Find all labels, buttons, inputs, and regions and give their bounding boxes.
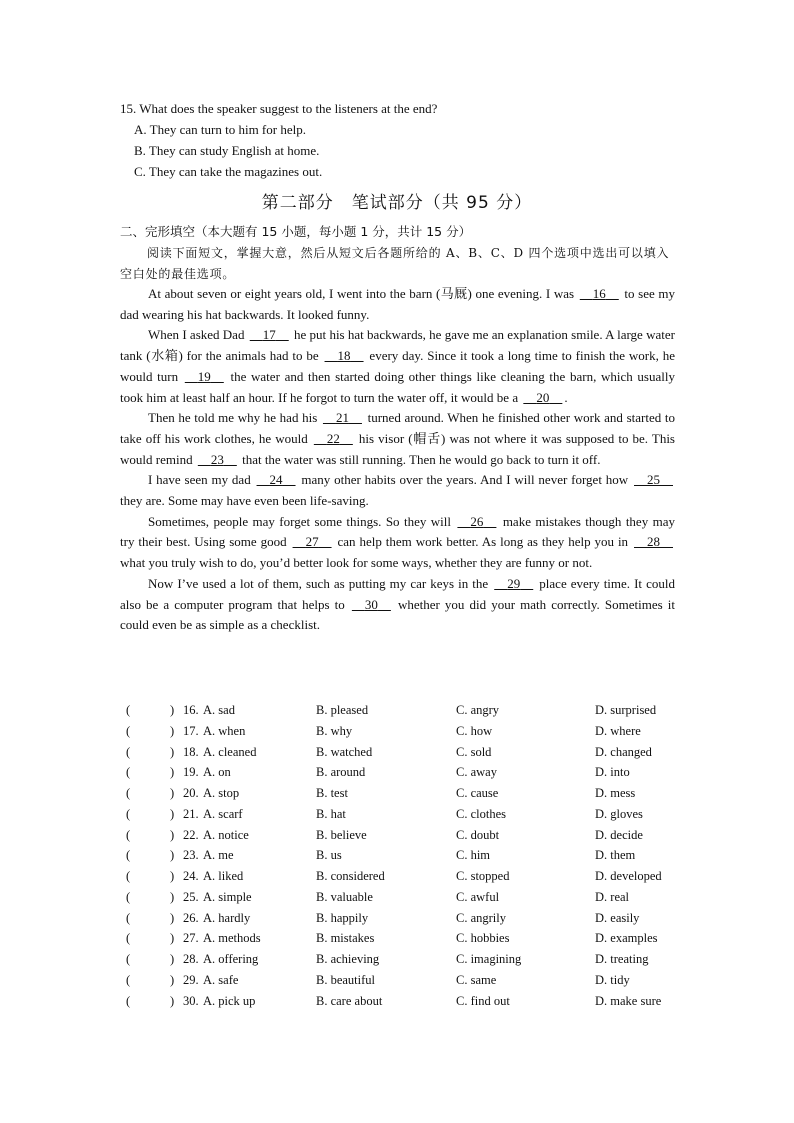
blank-19[interactable]: 19 [197,368,211,384]
option-c[interactable]: C. away [456,765,497,780]
option-d[interactable]: D. surprised [595,703,657,717]
option-b[interactable]: B. mistakes [316,931,375,946]
passage-paragraph: I have seen my dad 24 many other habits over the years. And I will never forget how 25 they are. Some may have even been life-saving. [120,470,675,511]
question-number: 16. [183,703,199,717]
option-row [120,804,680,825]
option-c[interactable]: C. him [456,848,491,863]
answer-paren-close: ) [170,931,175,946]
option-row [120,700,680,721]
question-number: 30. [183,993,199,1008]
passage-paragraph: Then he told me why he had his 21 turned around. When he finished other work and started to take off his work clothes, he would 22 his visor (帽舌) was not where it was supposed to be. This would remind 23 that the water was still running. Then he would go back to turn it off. [120,408,675,470]
blank-16[interactable]: 16 [592,286,606,301]
option-a[interactable]: A. when [203,723,246,738]
question-number: 28. [183,952,199,966]
answer-options-list [120,700,680,1011]
option-d[interactable]: D. gloves [595,806,643,821]
blank-29[interactable]: 29 [507,575,521,591]
option-row [120,825,680,846]
question-15 [120,98,437,182]
question-number: 24. [183,869,199,883]
option-c[interactable]: C. angry [456,703,500,717]
question-number: 22. [183,827,199,842]
blank-21[interactable]: 21 [335,410,349,426]
option-a[interactable]: A. offering [203,952,259,966]
option-d[interactable]: D. decide [595,827,643,842]
option-a[interactable]: A. on [203,765,231,780]
blank-26[interactable]: 26 [470,513,484,529]
answer-paren-open[interactable]: ( [126,806,131,821]
option-a[interactable]: A. hardly [203,910,251,925]
answer-paren-close: ) [170,889,175,904]
question-number: 25. [183,889,199,904]
question-15-option-a: A. They can turn to him for help. [134,122,306,137]
answer-paren-close: ) [170,703,175,717]
answer-paren-open[interactable]: ( [126,952,131,966]
option-d[interactable]: D. developed [595,869,662,883]
question-number: 19. [183,765,199,780]
option-b[interactable]: B. achieving [316,952,380,966]
question-number: 18. [183,744,199,759]
option-a[interactable]: A. safe [203,972,239,987]
question-number: 23. [183,848,199,863]
question-number: 26. [183,910,199,925]
option-c[interactable]: C. how [456,723,493,738]
answer-paren-close: ) [170,806,175,821]
option-b[interactable]: B. hat [316,806,346,821]
option-b[interactable]: B. why [316,723,353,738]
answer-paren-close: ) [170,765,175,780]
option-row [120,908,680,929]
option-d[interactable]: D. make sure [595,993,662,1008]
option-c[interactable]: C. imagining [456,952,522,966]
blank-28[interactable]: 28 [647,534,660,550]
answer-paren-open[interactable]: ( [126,765,131,780]
option-d[interactable]: D. tidy [595,972,630,987]
cloze-passage [120,284,675,636]
answer-paren-open[interactable]: ( [126,869,131,883]
blank-25[interactable]: 25 [647,472,660,488]
answer-paren-open[interactable]: ( [126,910,131,925]
question-15-option-b: B. They can study English at home. [134,143,320,158]
answer-paren-close: ) [170,723,175,738]
section-title: 第二部分 笔试部分（共 95 分） [261,193,533,213]
option-c[interactable]: C. same [456,972,497,987]
passage-paragraph: Now I’ve used a lot of them, such as putting my car keys in the 29 place every time. It could also be a computer program that helps to 30 whether you did your math correctly. Sometimes it could even be as simple as a checklist. [120,575,675,633]
option-a[interactable]: A. methods [203,931,261,946]
option-b[interactable]: B. around [316,765,366,780]
answer-paren-open[interactable]: ( [126,723,131,738]
option-a[interactable]: A. sad [203,703,235,717]
blank-17[interactable]: 17 [262,327,276,343]
option-c[interactable]: C. sold [456,744,492,759]
blank-20[interactable]: 20 [536,389,550,405]
option-a[interactable]: A. cleaned [203,744,257,759]
answer-paren-open[interactable]: ( [126,786,131,800]
blank-22[interactable]: 22 [326,430,340,446]
option-c[interactable]: C. clothes [456,806,506,821]
option-d[interactable]: D. mess [595,786,636,800]
answer-paren-close: ) [170,744,175,759]
question-number: 20. [183,786,199,800]
option-d[interactable]: D. easily [595,910,640,925]
option-a[interactable]: A. liked [203,869,244,883]
option-b[interactable]: B. happily [316,910,369,925]
option-d[interactable]: D. treating [595,952,649,966]
option-c[interactable]: C. hobbies [456,931,510,946]
answer-paren-close: ) [170,952,175,966]
question-number: 29. [183,972,199,987]
answer-paren-close: ) [170,827,175,842]
option-b[interactable]: B. us [316,848,342,863]
option-a[interactable]: A. me [203,848,234,863]
option-d[interactable]: D. into [595,765,630,780]
option-a[interactable]: A. scarf [203,806,243,821]
question-15-option-c: C. They can take the magazines out. [134,164,323,179]
option-c[interactable]: C. doubt [456,827,500,842]
option-d[interactable]: D. real [595,889,630,904]
option-c[interactable]: C. stopped [456,869,510,883]
option-d[interactable]: D. them [595,848,636,863]
passage-paragraph: Sometimes, people may forget some things. So they will 26 make mistakes though they may try their best. Using some good 27 can help them work better. As long as they help you in 28 what you truly wish to do, you’d better look for some ways, whether they are funny or not. [120,513,675,571]
option-a[interactable]: A. stop [203,786,240,800]
option-row [120,845,680,866]
option-c[interactable]: C. cause [456,786,499,800]
option-row [120,949,680,970]
option-row [120,928,680,949]
option-b[interactable]: B. care about [316,993,383,1008]
passage-paragraph: When I asked Dad 17 he put his hat backwards, he gave me an explanation smile. A large water tank (水箱) for the animals had to be 18 every day. Since it took a long time to finish the work, he would turn 19 the water and then started doing other things like cleaning the barn, which usually took him at least half an hour. If he forgot to turn the water off, it would be a 20 . [120,325,675,408]
answer-paren-close: ) [170,972,175,987]
option-b[interactable]: B. pleased [316,703,369,717]
option-row [120,721,680,742]
option-c[interactable]: C. awful [456,889,500,904]
option-row [120,866,680,887]
answer-paren-close: ) [170,910,175,925]
option-a[interactable]: A. notice [203,827,249,842]
option-row [120,970,680,991]
answer-paren-close: ) [170,993,175,1008]
option-row [120,762,680,783]
option-d[interactable]: D. where [595,723,641,738]
option-row [120,887,680,908]
answer-paren-open[interactable]: ( [126,848,131,863]
option-d[interactable]: D. changed [595,744,652,759]
instructions: 阅读下面短文，掌握大意，然后从短文后各题所给的 A、B、C、D 四个选项中选出可以填入空白处的最佳选项。 [120,246,670,281]
answer-paren-open[interactable]: ( [126,703,131,717]
blank-18[interactable]: 18 [337,348,351,364]
passage-paragraph: At about seven or eight years old, I went into the barn (马厩) one evening. I was 16 to see my dad wearing his hat backwards. It looked funny. [120,286,675,322]
option-b[interactable]: B. watched [316,744,373,759]
option-a[interactable]: A. simple [203,889,252,904]
option-c[interactable]: C. find out [456,993,510,1008]
answer-paren-close: ) [170,848,175,863]
blank-24[interactable]: 24 [269,472,283,488]
question-number: 17. [183,723,199,738]
blank-30[interactable]: 30 [364,596,378,612]
option-b[interactable]: B. valuable [316,889,373,904]
blank-23[interactable]: 23 [210,451,224,467]
option-row [120,742,680,763]
question-15-text: 15. What does the speaker suggest to the listeners at the end? [120,101,438,116]
section-heading: 二、完形填空（本大题有 15 小题，每小题 1 分，共计 15 分） [120,224,472,239]
option-a[interactable]: A. pick up [203,993,256,1008]
answer-paren-open[interactable]: ( [126,972,131,987]
answer-paren-close: ) [170,786,175,800]
question-number: 21. [183,806,199,821]
answer-paren-close: ) [170,869,175,883]
option-b[interactable]: B. beautiful [316,972,376,987]
answer-paren-open[interactable]: ( [126,993,131,1008]
answer-paren-open[interactable]: ( [126,827,131,842]
option-c[interactable]: C. angrily [456,910,506,925]
option-b[interactable]: B. considered [316,869,385,883]
option-b[interactable]: B. test [316,786,348,800]
answer-paren-open[interactable]: ( [126,931,131,946]
blank-27[interactable]: 27 [305,534,319,550]
option-b[interactable]: B. believe [316,827,367,842]
answer-paren-open[interactable]: ( [126,744,131,759]
option-row [120,991,680,1012]
answer-paren-open[interactable]: ( [126,889,131,904]
question-number: 27. [183,931,199,946]
option-d[interactable]: D. examples [595,931,658,946]
option-row [120,783,680,804]
